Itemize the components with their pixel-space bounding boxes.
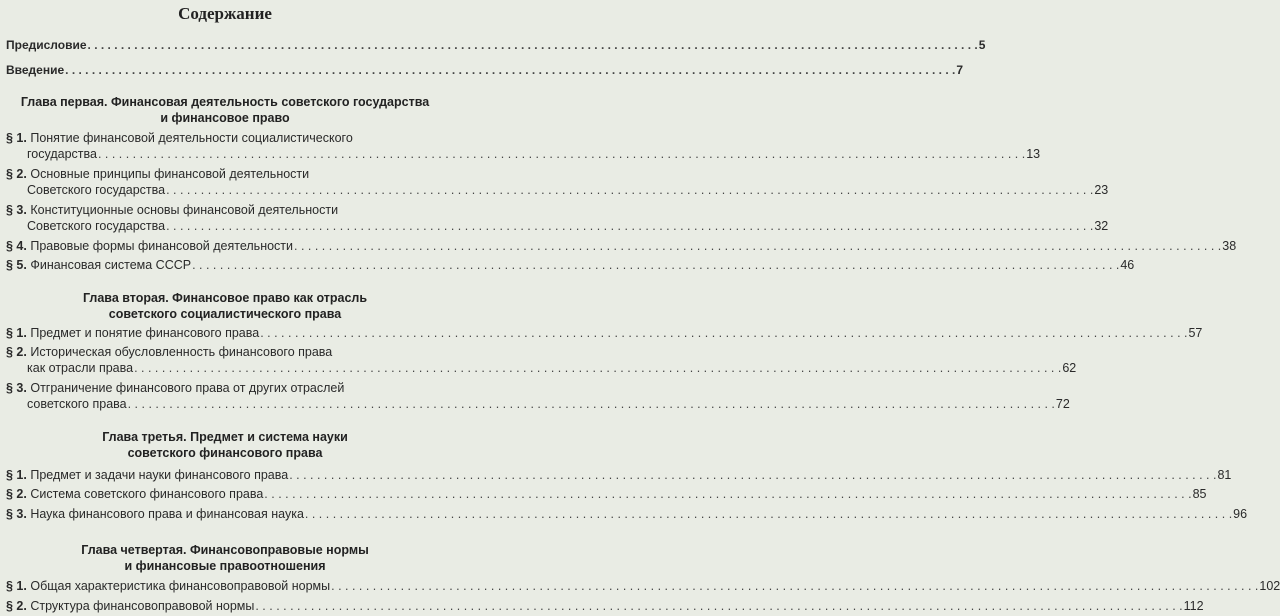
toc-heading: Содержание xyxy=(178,4,272,23)
leader-dots xyxy=(134,360,1061,376)
chapter-4-title xyxy=(0,542,450,574)
entry-title: Основные принципы финансовой деятельности xyxy=(30,167,310,181)
entry-title: Структура финансовоправовой нормы xyxy=(30,599,255,613)
section-number: § 5. xyxy=(6,258,27,272)
entry-page: 5 xyxy=(978,38,986,52)
section-number: § 2. xyxy=(6,167,27,181)
section-number: § 2. xyxy=(6,599,27,613)
toc-entry[interactable] xyxy=(6,486,1207,502)
leader-dots xyxy=(88,37,978,53)
entry-page: 62 xyxy=(1062,361,1077,375)
chapter-1-title xyxy=(0,94,450,126)
entry-title: Введение xyxy=(6,63,65,77)
section-number: § 1. xyxy=(6,326,27,340)
section-number: § 1. xyxy=(6,131,27,145)
entry-title: Понятие финансовой деятельности социалистического xyxy=(30,131,353,145)
toc-entry[interactable] xyxy=(6,202,1109,234)
entry-page: 85 xyxy=(1192,487,1207,501)
toc-entry[interactable] xyxy=(6,467,1232,483)
toc-entry[interactable] xyxy=(6,238,1237,254)
chapter-2-title xyxy=(0,290,450,322)
leader-dots xyxy=(305,506,1232,522)
section-number: § 3. xyxy=(6,381,27,395)
entry-title: Предмет и задачи науки финансового права xyxy=(30,468,289,482)
entry-title: Финансовая система СССР xyxy=(30,258,192,272)
leader-dots xyxy=(294,238,1221,254)
toc-entry[interactable] xyxy=(6,130,1041,162)
entry-title: Наука финансового права и финансовая наука xyxy=(30,507,304,521)
toc-entry[interactable] xyxy=(6,257,1135,273)
leader-dots xyxy=(264,486,1191,502)
entry-page: 81 xyxy=(1217,468,1232,482)
section-number: § 1. xyxy=(6,468,27,482)
entry-page: 7 xyxy=(956,63,964,77)
chapter-title-line: Глава первая. Финансовая деятельность советского государства xyxy=(20,95,430,109)
toc-entry-preface[interactable] xyxy=(6,37,986,53)
leader-dots xyxy=(166,218,1093,234)
leader-dots xyxy=(166,182,1093,198)
entry-title: Конституционные основы финансовой деятельности xyxy=(30,203,339,217)
section-number: § 4. xyxy=(6,239,27,253)
section-number: § 3. xyxy=(6,203,27,217)
chapter-title-line: Глава четвертая. Финансовоправовые нормы xyxy=(81,543,369,557)
chapter-title-line: советского социалистического права xyxy=(108,307,342,321)
leader-dots xyxy=(331,578,1258,594)
leader-dots xyxy=(65,62,955,78)
toc-entry[interactable] xyxy=(6,578,1280,594)
entry-page: 112 xyxy=(1183,599,1204,613)
chapter-title-line: советского финансового права xyxy=(127,446,323,460)
section-number: § 1. xyxy=(6,579,27,593)
section-number: § 3. xyxy=(6,507,27,521)
chapter-title-line: Глава третья. Предмет и система науки xyxy=(102,430,348,444)
toc-entry[interactable] xyxy=(6,344,1077,376)
entry-title: Правовые формы финансовой деятельности xyxy=(30,239,294,253)
entry-title: Предмет и понятие финансового права xyxy=(30,326,260,340)
toc-entry[interactable] xyxy=(6,506,1248,522)
entry-title: Общая характеристика финансовоправовой нормы xyxy=(30,579,331,593)
chapter-title-line: и финансовое право xyxy=(160,111,290,125)
section-number: § 2. xyxy=(6,487,27,501)
entry-title-cont: Советского государства xyxy=(27,219,166,233)
leader-dots xyxy=(255,598,1182,614)
entry-title: Система советского финансового права xyxy=(30,487,264,501)
leader-dots xyxy=(98,146,1025,162)
entry-page: 23 xyxy=(1094,183,1109,197)
toc-entry[interactable] xyxy=(6,166,1109,198)
entry-title: Отграничение финансового права от других отраслей xyxy=(30,381,345,395)
entry-page: 46 xyxy=(1120,258,1135,272)
entry-title-cont: государства xyxy=(27,147,97,161)
entry-title-cont: как отрасли права xyxy=(27,361,134,375)
leader-dots xyxy=(289,467,1216,483)
section-number: § 2. xyxy=(6,345,27,359)
entry-page: 96 xyxy=(1233,507,1248,521)
entry-page: 13 xyxy=(1026,147,1041,161)
entry-page: 72 xyxy=(1055,397,1070,411)
entry-title-cont: советского права xyxy=(27,397,127,411)
chapter-title-line: и финансовые правоотношения xyxy=(124,559,326,573)
entry-title-cont: Советского государства xyxy=(27,183,166,197)
entry-page: 38 xyxy=(1222,239,1237,253)
toc-entry[interactable] xyxy=(6,598,1204,614)
toc-entry-introduction[interactable] xyxy=(6,62,964,78)
entry-title: Историческая обусловленность финансового права xyxy=(30,345,333,359)
toc-entry[interactable] xyxy=(6,325,1203,341)
leader-dots xyxy=(192,257,1119,273)
toc-entry[interactable] xyxy=(6,380,1070,412)
entry-page: 32 xyxy=(1094,219,1109,233)
leader-dots xyxy=(128,396,1055,412)
leader-dots xyxy=(260,325,1187,341)
chapter-3-title xyxy=(0,429,450,461)
entry-title: Предисловие xyxy=(6,38,87,52)
entry-page: 57 xyxy=(1188,326,1203,340)
chapter-title-line: Глава вторая. Финансовое право как отрасль xyxy=(82,291,368,305)
entry-page: 102 xyxy=(1259,579,1280,593)
